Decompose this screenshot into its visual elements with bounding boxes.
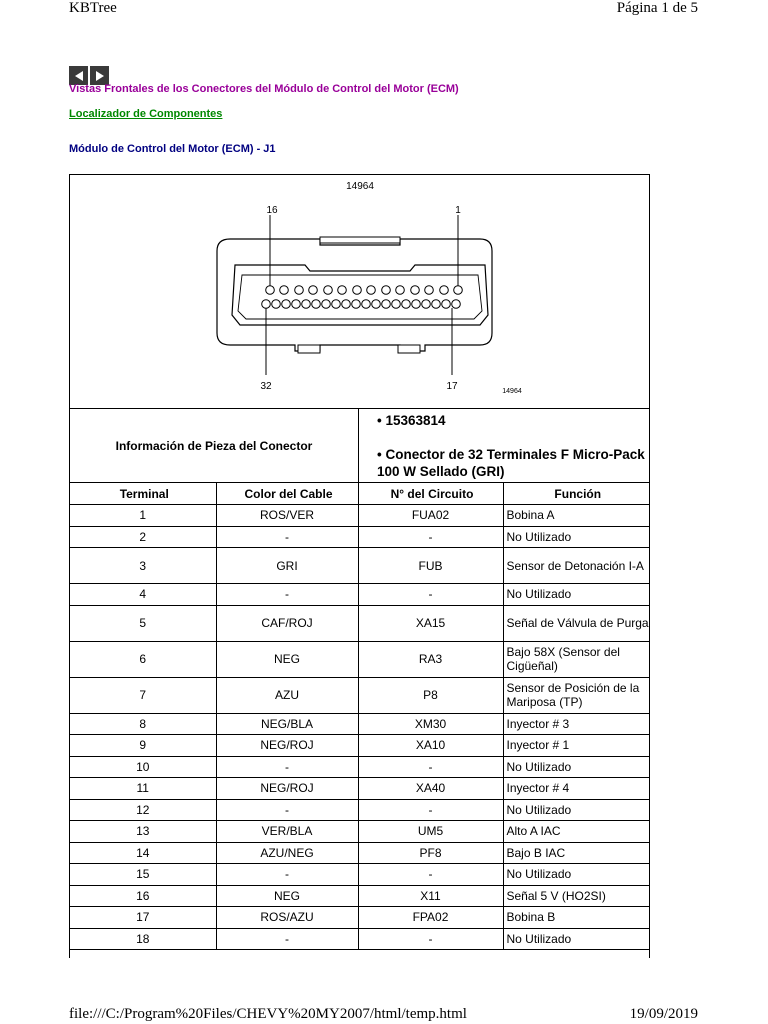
table-row	[70, 907, 649, 929]
circuit-cell: -	[358, 799, 503, 821]
function-cell: Sensor de Detonación I-A	[503, 548, 649, 584]
component-locator-link[interactable]: Localizador de Componentes	[69, 108, 223, 120]
table-row	[70, 526, 649, 548]
circuit-cell: -	[358, 526, 503, 548]
circuit-cell: UM5	[358, 821, 503, 843]
table-row	[70, 842, 649, 864]
terminal-cell: 17	[70, 907, 216, 929]
circuit-cell: -	[358, 756, 503, 778]
table-row	[70, 864, 649, 886]
connector-info-label: Información de Pieza del Conector	[70, 409, 359, 482]
color-cell: VER/BLA	[216, 821, 358, 843]
color-cell: NEG/ROJ	[216, 735, 358, 757]
connector-frame	[69, 174, 650, 958]
section-title: Módulo de Control del Motor (ECM) - J1	[69, 143, 276, 155]
triangle-left-icon	[73, 70, 85, 82]
table-row	[70, 548, 649, 584]
function-cell: Alto A IAC	[503, 821, 649, 843]
connector-diagram	[70, 175, 649, 409]
function-cell: Bobina B	[503, 907, 649, 929]
part-number: • 15363814	[377, 413, 446, 428]
circuit-cell: XM30	[358, 713, 503, 735]
function-cell: Sensor de Posición de la Mariposa (TP)	[503, 677, 649, 713]
function-cell: Señal de Válvula de Purga	[503, 605, 649, 641]
color-cell: -	[216, 526, 358, 548]
circuit-cell: FUB	[358, 548, 503, 584]
color-cell: CAF/ROJ	[216, 605, 358, 641]
table-header-row	[70, 483, 649, 505]
terminal-cell: 16	[70, 885, 216, 907]
print-date: 19/09/2019	[629, 1006, 698, 1022]
function-cell: Bajo B IAC	[503, 842, 649, 864]
circuit-cell: XA15	[358, 605, 503, 641]
function-cell: No Utilizado	[503, 584, 649, 606]
table-row	[70, 641, 649, 677]
color-cell: AZU	[216, 677, 358, 713]
table-row	[70, 821, 649, 843]
terminal-cell: 5	[70, 605, 216, 641]
function-cell: Bobina A	[503, 505, 649, 527]
header-terminal: Terminal	[70, 483, 216, 505]
terminal-cell: 7	[70, 677, 216, 713]
color-cell: -	[216, 864, 358, 886]
circuit-cell: RA3	[358, 641, 503, 677]
table-row	[70, 713, 649, 735]
triangle-right-icon	[94, 70, 106, 82]
table-row	[70, 756, 649, 778]
table-row	[70, 677, 649, 713]
terminal-cell: 4	[70, 584, 216, 606]
color-cell: -	[216, 799, 358, 821]
terminal-cell: 9	[70, 735, 216, 757]
function-cell: No Utilizado	[503, 526, 649, 548]
function-cell: No Utilizado	[503, 928, 649, 950]
terminal-cell: 1	[70, 505, 216, 527]
color-cell: AZU/NEG	[216, 842, 358, 864]
function-cell: No Utilizado	[503, 864, 649, 886]
color-cell: ROS/VER	[216, 505, 358, 527]
color-cell: -	[216, 928, 358, 950]
terminal-cell: 13	[70, 821, 216, 843]
color-cell: GRI	[216, 548, 358, 584]
table-row	[70, 778, 649, 800]
front-views-link[interactable]: Vistas Frontales de los Conectores del Módulo de Control del Motor (ECM)	[69, 83, 459, 95]
function-cell: No Utilizado	[503, 756, 649, 778]
circuit-cell: PF8	[358, 842, 503, 864]
color-cell: NEG	[216, 885, 358, 907]
table-row	[70, 584, 649, 606]
table-row	[70, 505, 649, 527]
function-cell: Bajo 58X (Sensor del Cigüeñal)	[503, 641, 649, 677]
color-cell: NEG	[216, 641, 358, 677]
pin-label-32: 32	[260, 381, 272, 392]
connector-description: • Conector de 32 Terminales F Micro-Pack 100 W Sellado (GRI)	[377, 447, 645, 479]
function-cell: Señal 5 V (HO2SI)	[503, 885, 649, 907]
circuit-cell: P8	[358, 677, 503, 713]
table-row	[70, 928, 649, 950]
table-row	[70, 605, 649, 641]
page-info: Página 1 de 5	[616, 0, 698, 16]
app-title: KBTree	[69, 0, 117, 16]
table-row	[70, 885, 649, 907]
figure-number: 14964	[346, 181, 374, 192]
color-cell: ROS/AZU	[216, 907, 358, 929]
table-row	[70, 735, 649, 757]
connector-info-row	[70, 409, 649, 483]
terminal-cell: 18	[70, 928, 216, 950]
table-row	[70, 799, 649, 821]
function-cell: No Utilizado	[503, 799, 649, 821]
terminal-cell: 3	[70, 548, 216, 584]
terminal-cell: 14	[70, 842, 216, 864]
function-cell: Inyector # 3	[503, 713, 649, 735]
terminal-cell: 10	[70, 756, 216, 778]
terminal-cell: 11	[70, 778, 216, 800]
color-cell: NEG/BLA	[216, 713, 358, 735]
table-body	[70, 505, 649, 950]
pin-label-16: 16	[266, 205, 278, 216]
circuit-cell: -	[358, 584, 503, 606]
header-color: Color del Cable	[216, 483, 358, 505]
circuit-cell: -	[358, 928, 503, 950]
figure-number-small: 14964	[502, 388, 522, 395]
terminal-cell: 12	[70, 799, 216, 821]
circuit-cell: X11	[358, 885, 503, 907]
terminal-cell: 2	[70, 526, 216, 548]
circuit-cell: FPA02	[358, 907, 503, 929]
circuit-cell: FUA02	[358, 505, 503, 527]
header-function: Función	[503, 483, 649, 505]
color-cell: -	[216, 756, 358, 778]
pin-label-1: 1	[455, 205, 461, 216]
color-cell: NEG/ROJ	[216, 778, 358, 800]
file-path: file:///C:/Program%20Files/CHEVY%20MY2007/html/temp.html	[69, 1006, 467, 1022]
color-cell: -	[216, 584, 358, 606]
circuit-cell: -	[358, 864, 503, 886]
terminal-cell: 6	[70, 641, 216, 677]
circuit-cell: XA10	[358, 735, 503, 757]
header-circuit: N° del Circuito	[358, 483, 503, 505]
terminal-cell: 8	[70, 713, 216, 735]
function-cell: Inyector # 1	[503, 735, 649, 757]
function-cell: Inyector # 4	[503, 778, 649, 800]
pin-label-17: 17	[446, 381, 458, 392]
circuit-cell: XA40	[358, 778, 503, 800]
terminal-table	[70, 483, 649, 950]
terminal-cell: 15	[70, 864, 216, 886]
